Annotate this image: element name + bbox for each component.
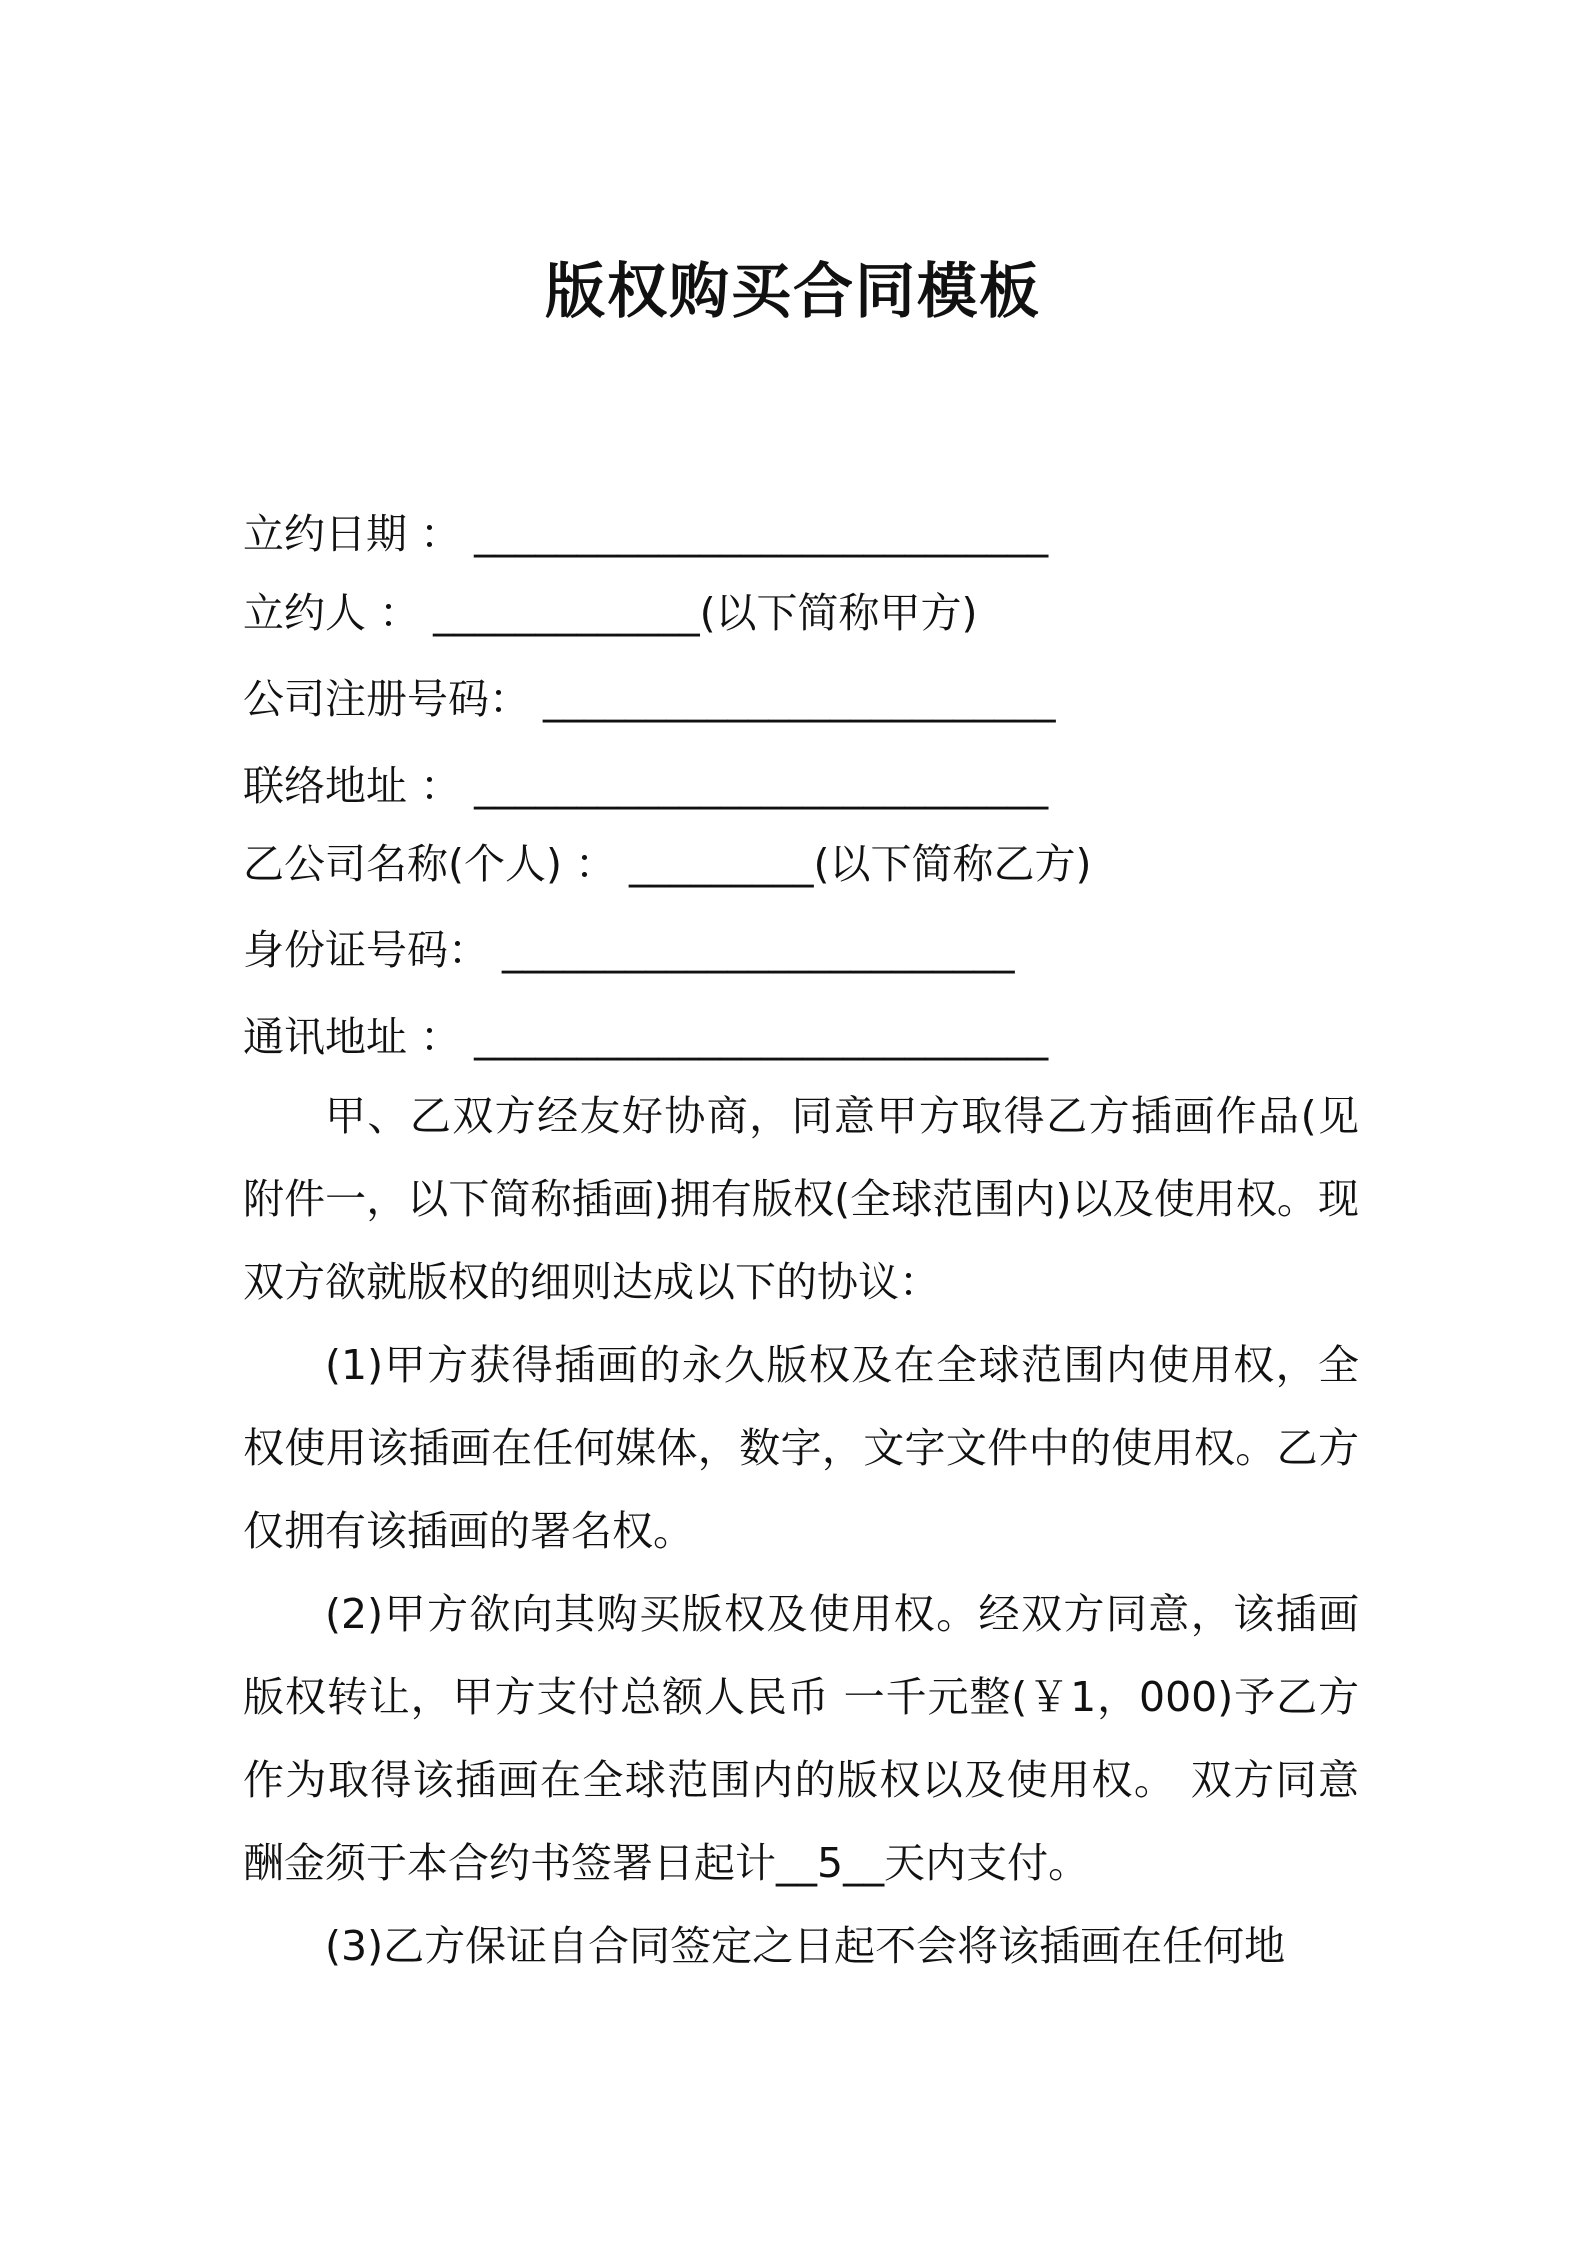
paragraph-clause-2: (2)甲方欲向其购买版权及使用权。经双方同意，该插画版权转让，甲方支付总额人民币 一千元整(￥1，000)予乙方作为取得该插画在全球范围内的版权以及使用权。 双方同意酬金须于本合约书签署日起计__5__天内支付。 xyxy=(243,1590,1359,1887)
document-title: 版权购买合同模板 xyxy=(545,257,1041,327)
paragraph-clause-3: (3)乙方保证自合同签定之日起不会将该插画在任何地 xyxy=(325,1922,1286,1970)
paragraph-clause-1: (1)甲方获得插画的永久版权及在全球范围内使用权，全权使用该插画在任何媒体，数字，文字文件中的使用权。乙方仅拥有该插画的署名权。 xyxy=(243,1341,1359,1555)
field-party-b-name: 乙公司名称(个人) ： _________(以下简称乙方) xyxy=(243,840,1092,888)
field-mailing-address: 通讯地址 ： ____________________________ xyxy=(243,1013,1049,1061)
field-contact-address: 联络地址 ： ____________________________ xyxy=(243,762,1049,810)
field-party-a: 立约人 ： _____________(以下简称甲方) xyxy=(243,589,978,637)
field-id-number: 身份证号码： _________________________ xyxy=(243,926,1015,974)
paragraph-intro: 甲、乙双方经友好协商，同意甲方取得乙方插画作品(见附件一，以下简称插画)拥有版权(全球范围内)以及使用权。现双方欲就版权的细则达成以下的协议： xyxy=(243,1092,1359,1306)
field-contract-date: 立约日期 ： ____________________________ xyxy=(243,510,1049,558)
field-company-registration-number: 公司注册号码： _________________________ xyxy=(243,675,1056,723)
